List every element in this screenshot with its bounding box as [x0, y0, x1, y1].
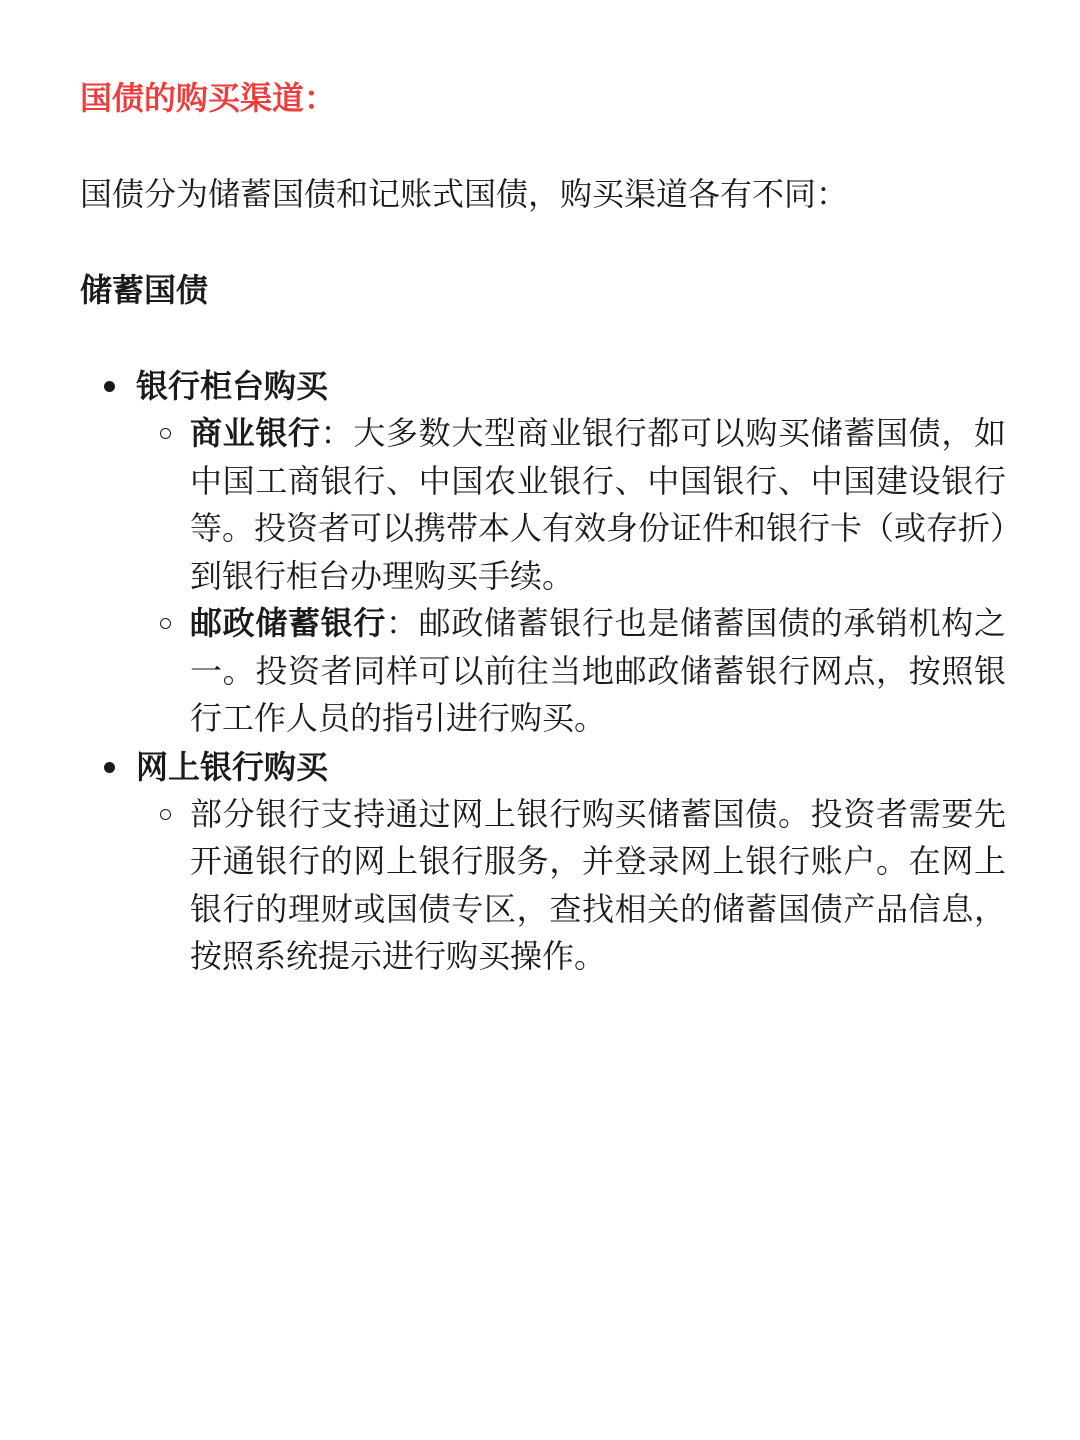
bullet-circle-icon: [160, 618, 171, 629]
sub-list: [136, 791, 1006, 981]
intro-paragraph: 国债分为储蓄国债和记账式国债，购买渠道各有不同：: [80, 175, 849, 213]
sub-list-item-commercial-bank: [136, 410, 1006, 600]
sub-list-item-postal-bank: [136, 600, 1006, 743]
sub-list-item-online-description: [136, 791, 1006, 981]
sub-item-text: ：大多数大型商业银行都可以购买储蓄国债，如中国工商银行、中国农业银行、中国银行、中国建设银行等。投资者可以携带本人有效身份证件和银行卡（或存折）到银行柜台办理购买手续。: [190, 414, 1007, 595]
bullet-disc-icon: [104, 762, 115, 773]
sub-item-text: ：邮政储蓄银行也是储蓄国债的承销机构之一。投资者同样可以前往当地邮政储蓄银行网点，按照银行工作人员的指引进行购买。: [190, 604, 1006, 737]
bullet-circle-icon: [160, 428, 171, 439]
sub-item-term: 邮政储蓄银行: [190, 604, 386, 642]
list-item-online-banking: [80, 743, 1006, 981]
list-item-label: 银行柜台购买: [136, 367, 329, 405]
bullet-circle-icon: [160, 809, 171, 820]
page-title: 国债的购买渠道：: [80, 79, 337, 117]
list-item-counter-purchase: [80, 362, 1006, 743]
sub-item-text: 部分银行支持通过网上银行购买储蓄国债。投资者需要先开通银行的网上银行服务，并登录网上银行账户。在网上银行的理财或国债专区，查找相关的储蓄国债产品信息，按照系统提示进行购买操作。: [190, 794, 1006, 975]
list-item-label: 网上银行购买: [136, 747, 329, 786]
bullet-disc-icon: [104, 381, 115, 392]
section-heading: 储蓄国债: [80, 271, 209, 309]
sub-item-term: 商业银行: [190, 414, 321, 452]
channel-list: [80, 362, 1006, 981]
sub-list: [136, 410, 1006, 743]
